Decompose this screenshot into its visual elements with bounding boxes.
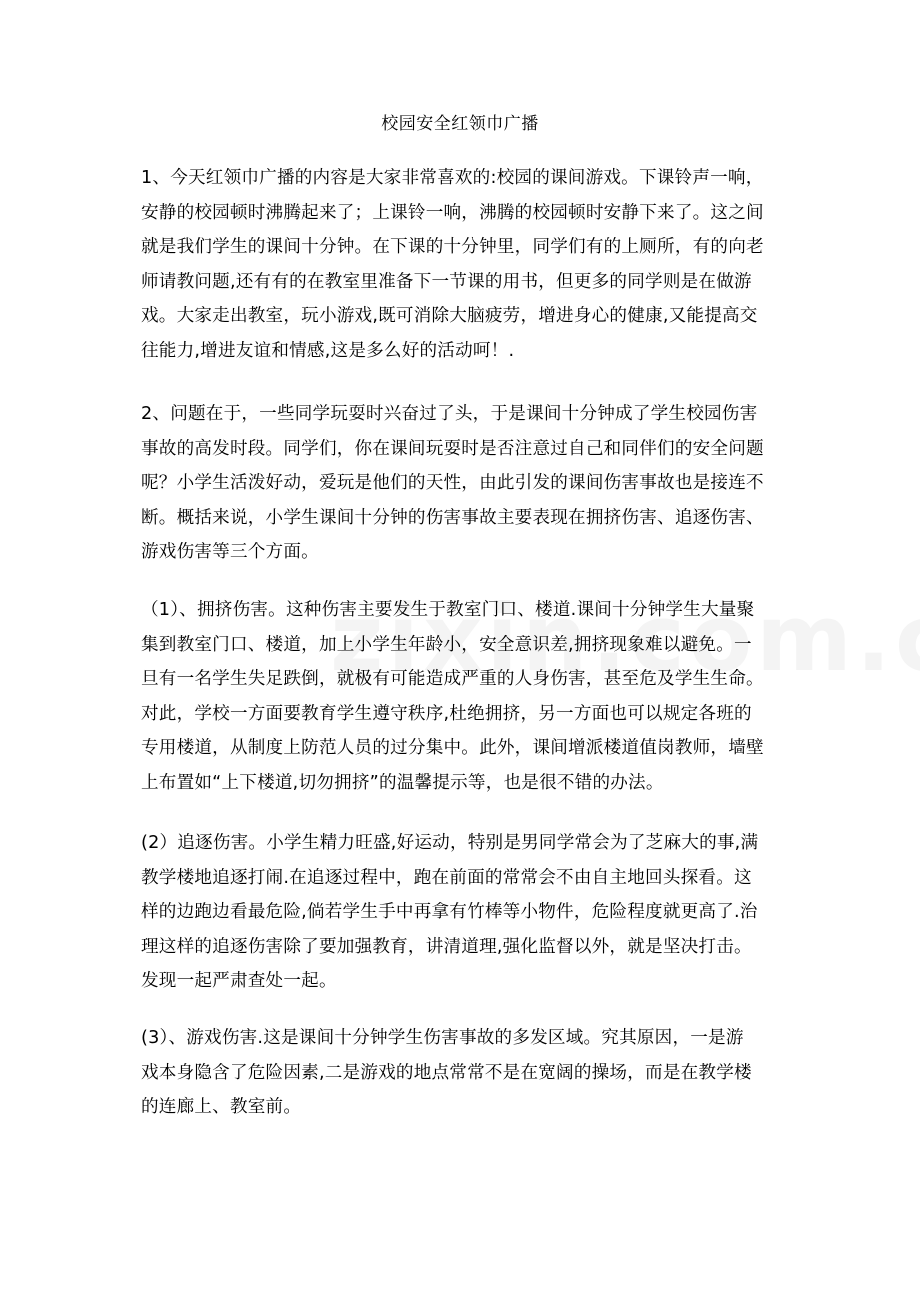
paragraph-line: 2、问题在于，一些同学玩耍时兴奋过了头，于是课间十分钟成了学生校园伤害 — [141, 404, 758, 424]
paragraph-line: (2）追逐伤害。小学生精力旺盛,好运动，特别是男同学常会为了芝麻大的事,满 — [141, 833, 759, 853]
paragraph-line: 断。概括来说，小学生课间十分钟的伤害事故主要表现在拥挤伤害、追逐伤害、 — [141, 507, 764, 528]
paragraph-line: 游戏伤害等三个方面。 — [141, 542, 319, 563]
paragraph-line: 上布置如“上下楼道,切勿拥挤”的温馨提示等，也是很不错的办法。 — [141, 772, 664, 793]
paragraph-line: 教学楼地追逐打闹.在追逐过程中，跑在前面的常常会不由自主地回头探看。这 — [141, 867, 752, 888]
paragraph-1 — [141, 161, 793, 369]
paragraph-line: 戏。大家走出教室，玩小游戏,既可消除大脑疲劳，增进身心的健康,又能提高交 — [141, 306, 758, 327]
paragraph-line: 对此，学校一方面要教育学生遵守秩序,杜绝拥挤，另一方面也可以规定各班的 — [141, 703, 752, 724]
paragraph-line: 样的边跑边看最危险,倘若学生手中再拿有竹棒等小物件，危险程度就更高了.治 — [141, 902, 758, 923]
paragraph-line: 安静的校园顿时沸腾起来了；上课铃一响，沸腾的校园顿时安静下来了。这之间 — [141, 202, 764, 223]
paragraph-line: 事故的高发时段。同学们，你在课间玩耍时是否注意过自己和同伴们的安全问题 — [141, 438, 764, 459]
paragraph-5 — [141, 1021, 793, 1125]
paragraph-line: 旦有一名学生失足跌倒，就极有可能造成严重的人身伤害，甚至危及学生生命。 — [141, 669, 764, 690]
paragraph-line: 师请教问题,还有有的在教室里准备下一节课的用书，但更多的同学则是在做游 — [141, 271, 752, 292]
paragraph-line: 理这样的追逐伤害除了要加强教育，讲清道理,强化监督以外，就是坚决打击。 — [141, 936, 752, 957]
paragraph-2 — [141, 397, 793, 570]
paragraph-line: 呢？小学生活泼好动，爱玩是他们的天性，由此引发的课间伤害事故也是接连不 — [141, 473, 764, 494]
paragraph-line: 发现一起严肃查处一起。 — [141, 971, 337, 992]
paragraph-line: (3）、游戏伤害.这是课间十分钟学生伤害事故的多发区域。究其原因，一是游 — [141, 1028, 744, 1048]
paragraph-line: 专用楼道，从制度上防范人员的过分集中。此外，课间增派楼道值岗教师，墙壁 — [141, 738, 764, 759]
paragraph-line: （1）、拥挤伤害。这种伤害主要发生于教室门口、楼道.课间十分钟学生大量聚 — [141, 600, 755, 620]
paragraph-line: 集到教室门口、楼道，加上小学生年龄小，安全意识差,拥挤现象难以避免。一 — [141, 634, 752, 655]
paragraph-line: 的连廊上、教室前。 — [141, 1097, 302, 1118]
paragraph-line: 往能力,增进友谊和情感,这是多么好的活动呵！. — [141, 340, 515, 361]
paragraph-4 — [141, 826, 793, 999]
paragraph-3 — [141, 593, 793, 801]
document-title: 校园安全红领巾广播 — [381, 114, 539, 134]
paragraph-line: 1、今天红领巾广播的内容是大家非常喜欢的:校园的课间游戏。下课铃声一响， — [141, 168, 764, 188]
paragraph-line: 戏本身隐含了危险因素,二是游戏的地点常常不是在宽阔的操场，而是在教学楼 — [141, 1062, 752, 1083]
paragraph-line: 就是我们学生的课间十分钟。在下课的十分钟里，同学们有的上厕所，有的向老 — [141, 237, 764, 258]
